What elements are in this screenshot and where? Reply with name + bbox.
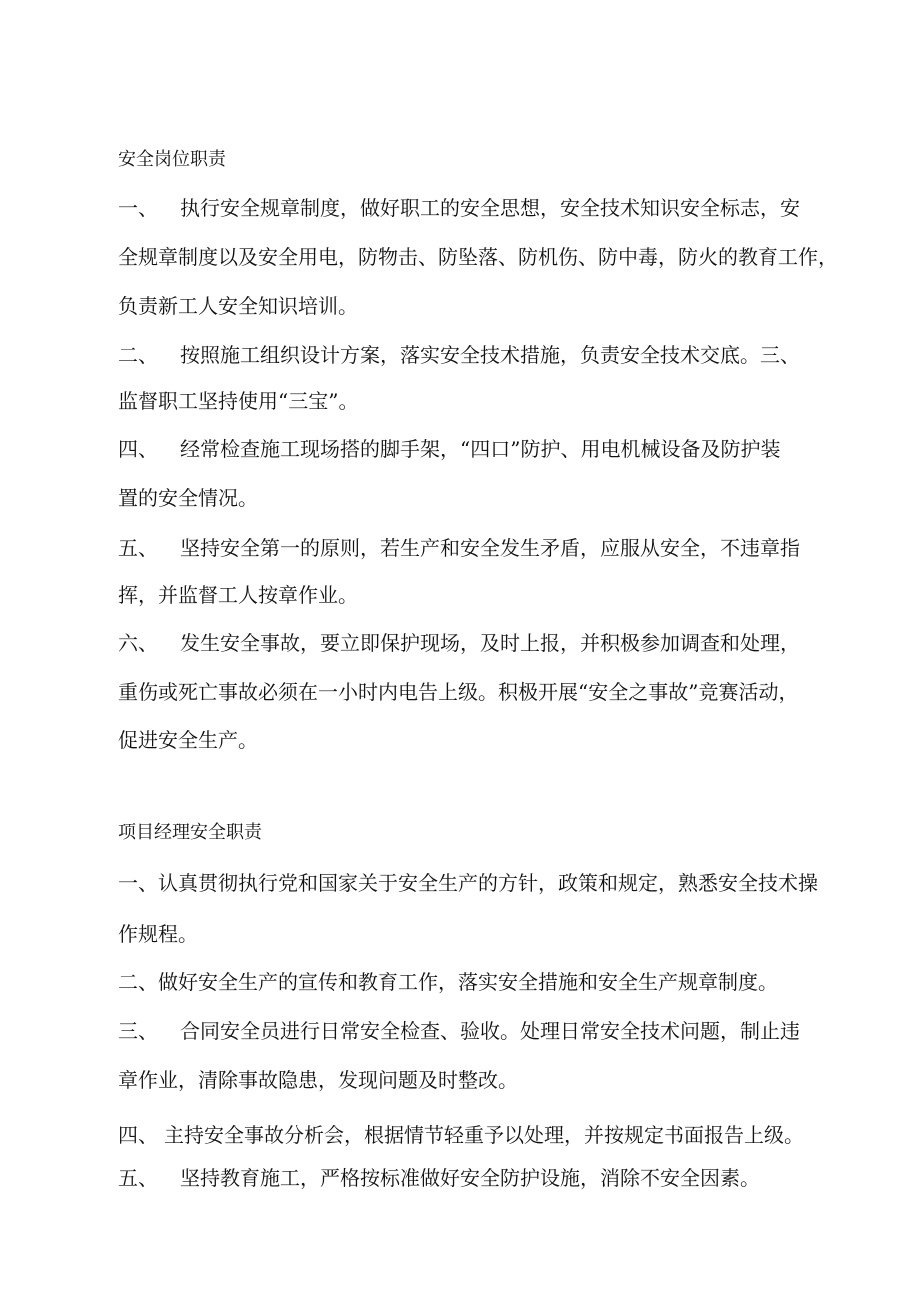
paragraph-line: 置的安全情况。: [118, 486, 258, 510]
paragraph-line: [118, 1123, 804, 1147]
paragraph-line: [118, 196, 800, 220]
paragraph-line: [118, 1166, 760, 1190]
paragraph-line: 作规程。: [118, 922, 198, 946]
item-text: 主持安全事故分析会，根据情节轻重予以处理，并按规定书面报告上级。: [164, 1123, 804, 1147]
item-number: 五、: [118, 536, 158, 560]
paragraph-line: 二、做好安全生产的宣传和教育工作，落实安全措施和安全生产规章制度。: [118, 970, 778, 994]
paragraph-line: 全规章制度以及安全用电，防物击、防坠落、防机伤、防中毒，防火的教育工作，: [118, 245, 838, 269]
paragraph-line: [118, 343, 800, 367]
item-number: 四、: [118, 1123, 158, 1147]
item-number: 二、: [118, 343, 158, 367]
section-title: 安全岗位职责: [118, 149, 226, 170]
item-number: 四、: [118, 437, 158, 461]
item-number: 三、: [118, 1019, 158, 1043]
item-text: 经常检查施工现场搭的脚手架，“四口”防护、用电机械设备及防护装: [180, 437, 781, 461]
paragraph-line: 一、认真贯彻执行党和国家关于安全生产的方针，政策和规定，熟悉安全技术操: [118, 871, 818, 895]
item-text: 执行安全规章制度，做好职工的安全思想，安全技术知识安全标志，安: [180, 196, 800, 220]
paragraph-line: 负责新工人安全知识培训。: [118, 294, 358, 318]
item-number: 六、: [118, 631, 158, 655]
item-text: 坚持教育施工，严格按标准做好安全防护设施，消除不安全因素。: [180, 1166, 760, 1190]
item-text: 按照施工组织设计方案，落实安全技术措施，负责安全技术交底。三、: [180, 343, 800, 367]
paragraph-line: 监督职工坚持使用“三宝”。: [118, 389, 359, 413]
item-number: 一、: [118, 196, 158, 220]
paragraph-line: [118, 437, 780, 461]
paragraph-line: 重伤或死亡事故必须在一小时内电告上级。积极开展“安全之事故”竞赛活动，: [118, 680, 799, 704]
paragraph-line: [118, 1019, 800, 1043]
paragraph-line: [118, 631, 800, 655]
paragraph-line: 章作业，清除事故隐患，发现问题及时整改。: [118, 1068, 518, 1092]
item-text: 发生安全事故，要立即保护现场，及时上报，并积极参加调查和处理，: [180, 631, 800, 655]
paragraph-line: 挥，并监督工人按章作业。: [118, 583, 358, 607]
item-text: 坚持安全第一的原则，若生产和安全发生矛盾，应服从安全，不违章指: [180, 536, 800, 560]
item-number: 五、: [118, 1166, 158, 1190]
paragraph-line: 促进安全生产。: [118, 728, 258, 752]
paragraph-line: [118, 536, 800, 560]
section-title: 项目经理安全职责: [118, 822, 262, 843]
item-text: 合同安全员进行日常安全检查、验收。处理日常安全技术问题，制止违: [180, 1019, 800, 1043]
